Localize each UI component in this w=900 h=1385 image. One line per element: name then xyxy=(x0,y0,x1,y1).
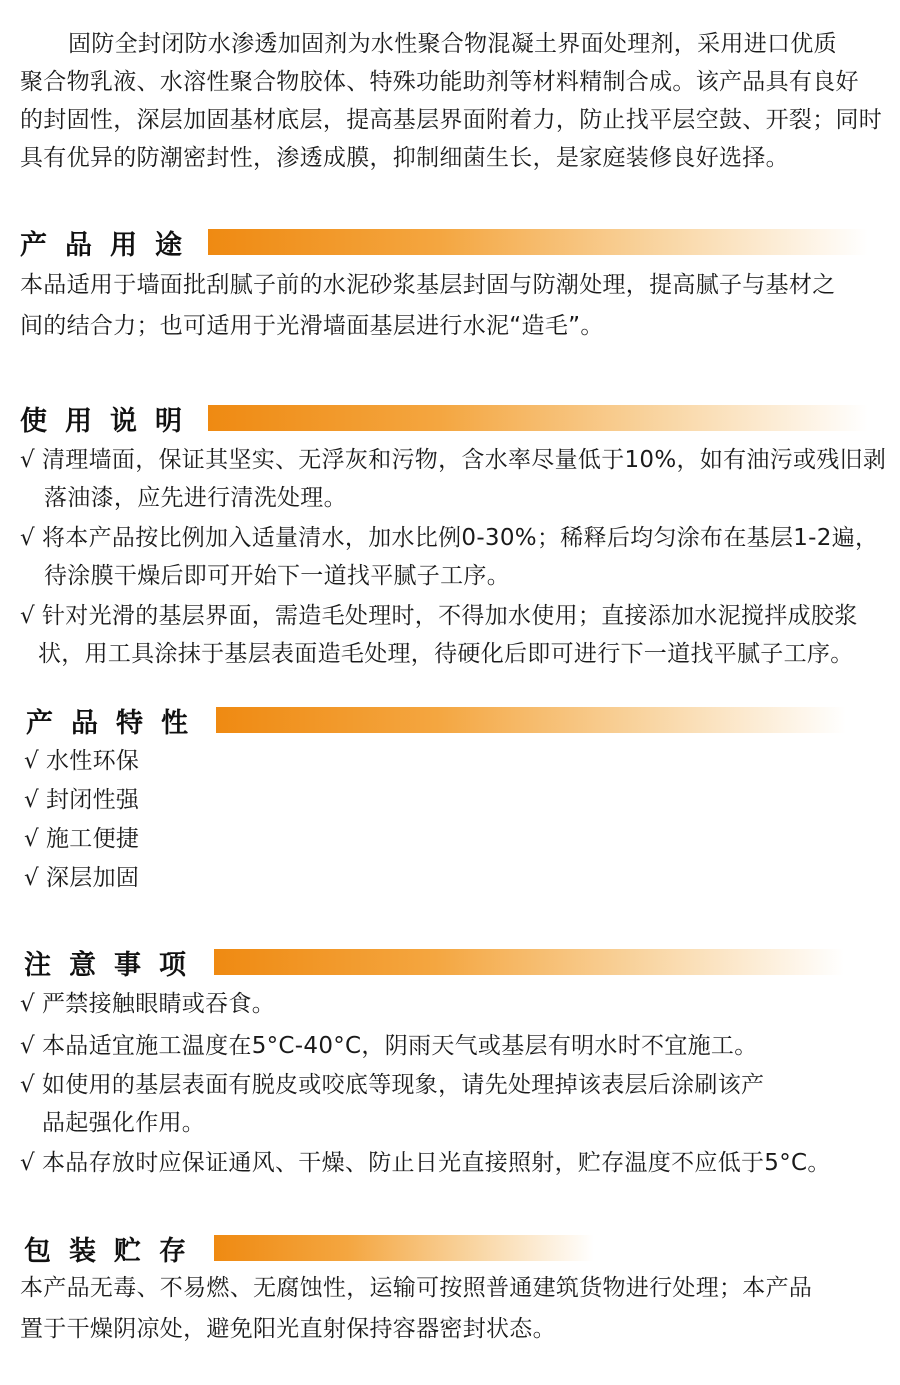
check-icon: √ xyxy=(24,865,39,891)
feature-item xyxy=(24,742,139,780)
caution-item-2 xyxy=(20,1027,758,1065)
caution-item-4 xyxy=(20,1144,831,1182)
caution-text: 如使用的基层表面有脱皮或咬底等现象，请先处理掉该表层后涂刷该产 xyxy=(42,1072,765,1098)
instruction-text: 将本产品按比例加入适量清水，加水比例0-30%；稀释后均匀涂布在基层1-2遍， xyxy=(42,525,879,551)
feature-item xyxy=(24,820,139,858)
check-icon: √ xyxy=(20,1150,35,1176)
section-heading-storage xyxy=(24,1228,204,1268)
section-heading-cautions xyxy=(24,942,204,982)
heading-gradient-bar xyxy=(214,949,844,975)
section-title-storage: 包装贮存 xyxy=(24,1235,204,1267)
intro-line-3: 的封固性，深层加固基材底层，提高基层界面附着力，防止找平层空鼓、开裂；同时 xyxy=(20,107,883,133)
heading-gradient-bar xyxy=(216,707,846,733)
caution-text: 严禁接触眼睛或吞食。 xyxy=(42,991,275,1017)
check-icon: √ xyxy=(24,826,39,852)
check-icon: √ xyxy=(20,525,35,551)
check-icon: √ xyxy=(20,991,35,1017)
section-heading-instructions xyxy=(20,398,200,438)
check-icon: √ xyxy=(20,1072,35,1098)
instruction-item-1 xyxy=(20,441,886,479)
heading-gradient-bar xyxy=(214,1235,594,1261)
section-heading-usage xyxy=(20,222,200,262)
section-heading-features xyxy=(26,700,206,740)
check-icon: √ xyxy=(24,787,39,813)
feature-item xyxy=(24,781,139,819)
check-icon: √ xyxy=(24,748,39,774)
section-title-cautions: 注意事项 xyxy=(24,949,204,981)
heading-gradient-bar xyxy=(208,405,868,431)
heading-gradient-bar xyxy=(208,229,868,255)
instruction-item-3 xyxy=(20,597,858,635)
check-icon: √ xyxy=(20,1033,35,1059)
instruction-item-1-cont: 落油漆，应先进行清洗处理。 xyxy=(44,485,347,511)
caution-text: 本品适宜施工温度在5°C-40°C，阴雨天气或基层有明水时不宜施工。 xyxy=(42,1033,758,1059)
section-title-features: 产品特性 xyxy=(26,707,206,739)
storage-line-2: 置于干燥阴凉处，避免阳光直射保持容器密封状态。 xyxy=(20,1316,556,1342)
section-title-instructions: 使用说明 xyxy=(20,405,200,437)
caution-item-3 xyxy=(20,1066,764,1104)
intro-line-2: 聚合物乳液、水溶性聚合物胶体、特殊功能助剂等材料精制合成。该产品具有良好 xyxy=(20,69,859,95)
instruction-text: 清理墙面，保证其坚实、无浮灰和污物，含水率尽量低于10%，如有油污或残旧剥 xyxy=(42,447,887,473)
feature-item xyxy=(24,859,139,897)
usage-line-2: 间的结合力；也可适用于光滑墙面基层进行水泥“造毛”。 xyxy=(20,313,604,339)
caution-item-3-cont: 品起强化作用。 xyxy=(42,1110,206,1136)
feature-text: 水性环保 xyxy=(46,748,140,774)
feature-text: 深层加固 xyxy=(46,865,140,891)
intro-line-1: 固防全封闭防水渗透加固剂为水性聚合物混凝土界面处理剂，采用进口优质 xyxy=(68,31,837,57)
intro-line-4: 具有优异的防潮密封性，渗透成膜，抑制细菌生长，是家庭装修良好选择。 xyxy=(20,145,789,171)
feature-text: 施工便捷 xyxy=(46,826,140,852)
storage-line-1: 本产品无毒、不易燃、无腐蚀性，运输可按照普通建筑货物进行处理；本产品 xyxy=(20,1275,813,1301)
caution-item-1 xyxy=(20,985,275,1023)
caution-text: 本品存放时应保证通风、干燥、防止日光直接照射，贮存温度不应低于5°C。 xyxy=(42,1150,831,1176)
instruction-item-2-cont: 待涂膜干燥后即可开始下一道找平腻子工序。 xyxy=(44,563,510,589)
instruction-item-3-cont: 状，用工具涂抹于基层表面造毛处理，待硬化后即可进行下一道找平腻子工序。 xyxy=(38,641,854,667)
feature-text: 封闭性强 xyxy=(46,787,140,813)
instruction-text: 针对光滑的基层界面，需造毛处理时，不得加水使用；直接添加水泥搅拌成胶浆 xyxy=(42,603,858,629)
usage-line-1: 本品适用于墙面批刮腻子前的水泥砂浆基层封固与防潮处理，提高腻子与基材之 xyxy=(20,272,836,298)
instruction-item-2 xyxy=(20,519,878,557)
check-icon: √ xyxy=(20,447,35,473)
section-title-usage: 产品用途 xyxy=(20,229,200,261)
check-icon: √ xyxy=(20,603,35,629)
